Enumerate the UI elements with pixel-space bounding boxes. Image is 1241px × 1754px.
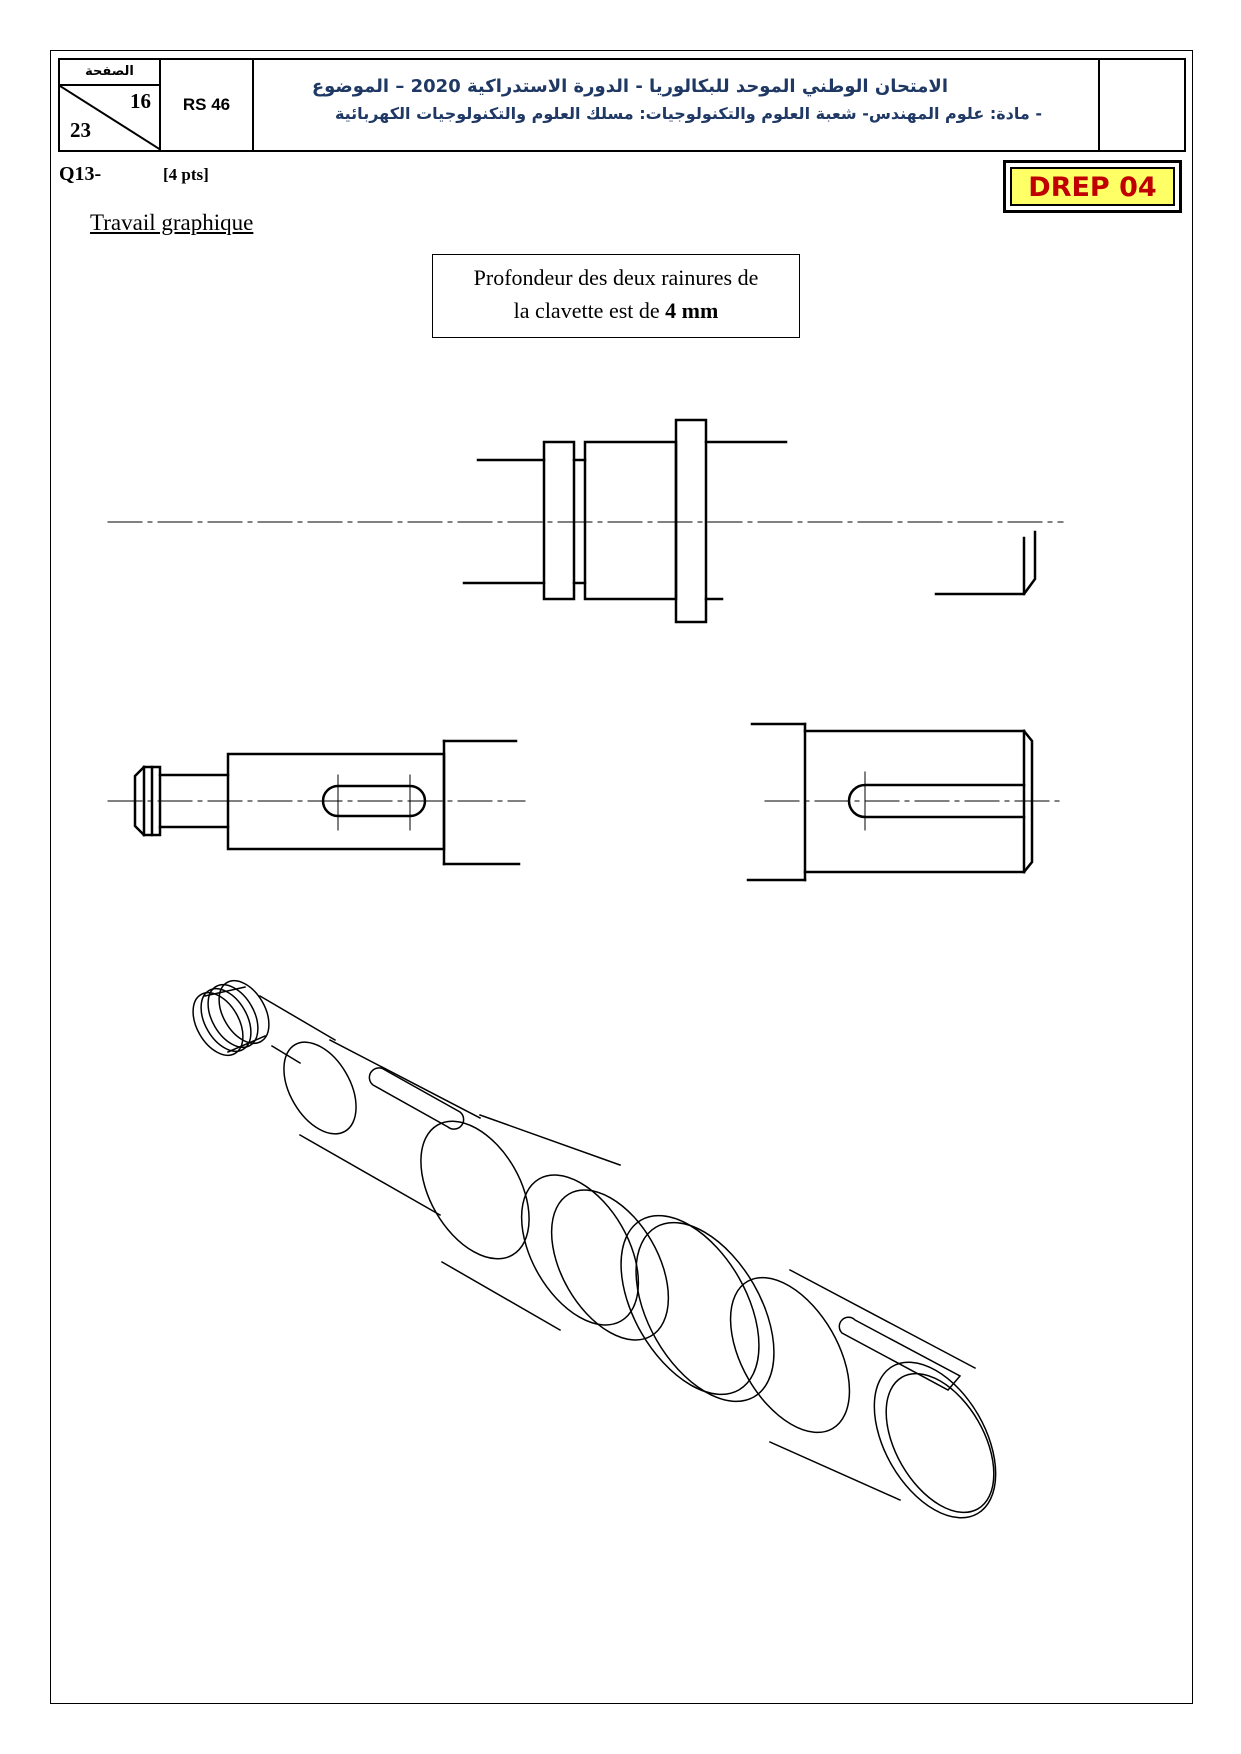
shaft-right-view [748,724,1063,880]
exam-title-line2: - مادة: علوم المهندس- شعبة العلوم والتكنولوجيات: مسلك العلوم والتكنولوجيات الكهربائية [334,104,1042,123]
shaft-isometric-view [183,972,1021,1539]
page-current: 16 [130,89,151,113]
note-value: 4 mm [665,298,719,323]
shaft-left-view [108,741,525,864]
exam-title-line1: الامتحان الوطني الموحد للبكالوريا - الدورة الاستدراكية 2020 – الموضوع [311,76,948,97]
page-total: 23 [70,118,91,142]
note-line2-text: la clavette est de [513,298,660,323]
question-number: Q13- [59,163,102,185]
drep-label: DREP 04 [1010,167,1175,206]
exam-code: RS 46 [161,60,254,150]
page-label: الصفحة [60,62,159,86]
assembly-view [108,420,1063,622]
question-points: [4 pts] [163,165,209,184]
work-title: Travail graphique [90,210,254,235]
note-line1: Profondeur des deux rainures de [473,265,759,290]
